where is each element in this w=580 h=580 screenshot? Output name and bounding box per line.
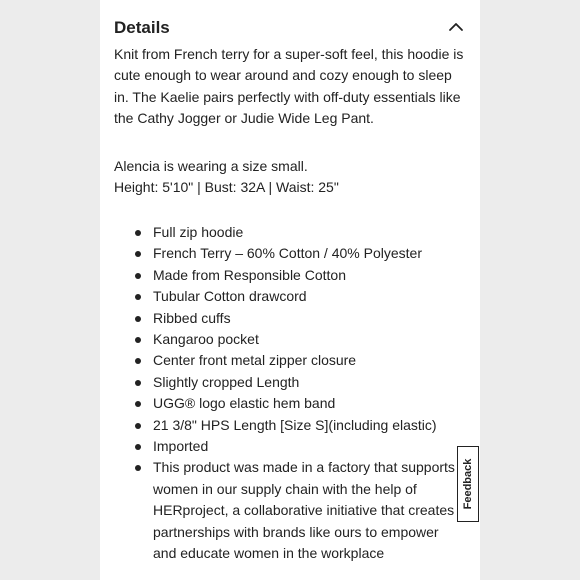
feature-item: Kangaroo pocket [114,329,474,350]
product-details-panel [100,0,480,580]
details-title: Details [114,18,170,37]
feature-item: Imported [114,436,474,457]
model-info [114,156,466,199]
product-description: Knit from French terry for a super-soft feel, this hoodie is cute enough to wear around and cozy enough to sleep in. The Kaelie pairs perfectly with off-duty essentials like the Cathy Jogger or Judie Wide Leg Pant. [114,46,464,127]
features-list [114,222,474,565]
feature-item: French Terry – 60% Cotton / 40% Polyester [114,243,474,264]
feature-item: Slightly cropped Length [114,372,474,393]
chevron-up-icon[interactable] [446,19,466,35]
feature-item: Tubular Cotton drawcord [114,286,474,307]
feature-item: 21 3/8" HPS Length [Size S](including elastic) [114,415,474,436]
details-accordion-header[interactable] [114,18,466,40]
feature-item: Full zip hoodie [114,222,474,243]
feedback-label: Feedback [462,458,474,510]
feature-item: Made from Responsible Cotton [114,265,474,286]
model-measurements-line: Height: 5'10" | Bust: 32A | Waist: 25" [114,179,339,196]
feature-item: UGG® logo elastic hem band [114,393,474,414]
feature-item: Ribbed cuffs [114,308,474,329]
feature-item: Center front metal zipper closure [114,350,474,371]
feature-item: This product was made in a factory that supports women in our supply chain with the help of HERproject, a collaborative initiative that creates partnerships with brands like ours to empower and educate women in the workplace [114,457,474,564]
feedback-button[interactable] [457,446,479,522]
model-size-line: Alencia is wearing a size small. [114,158,308,174]
